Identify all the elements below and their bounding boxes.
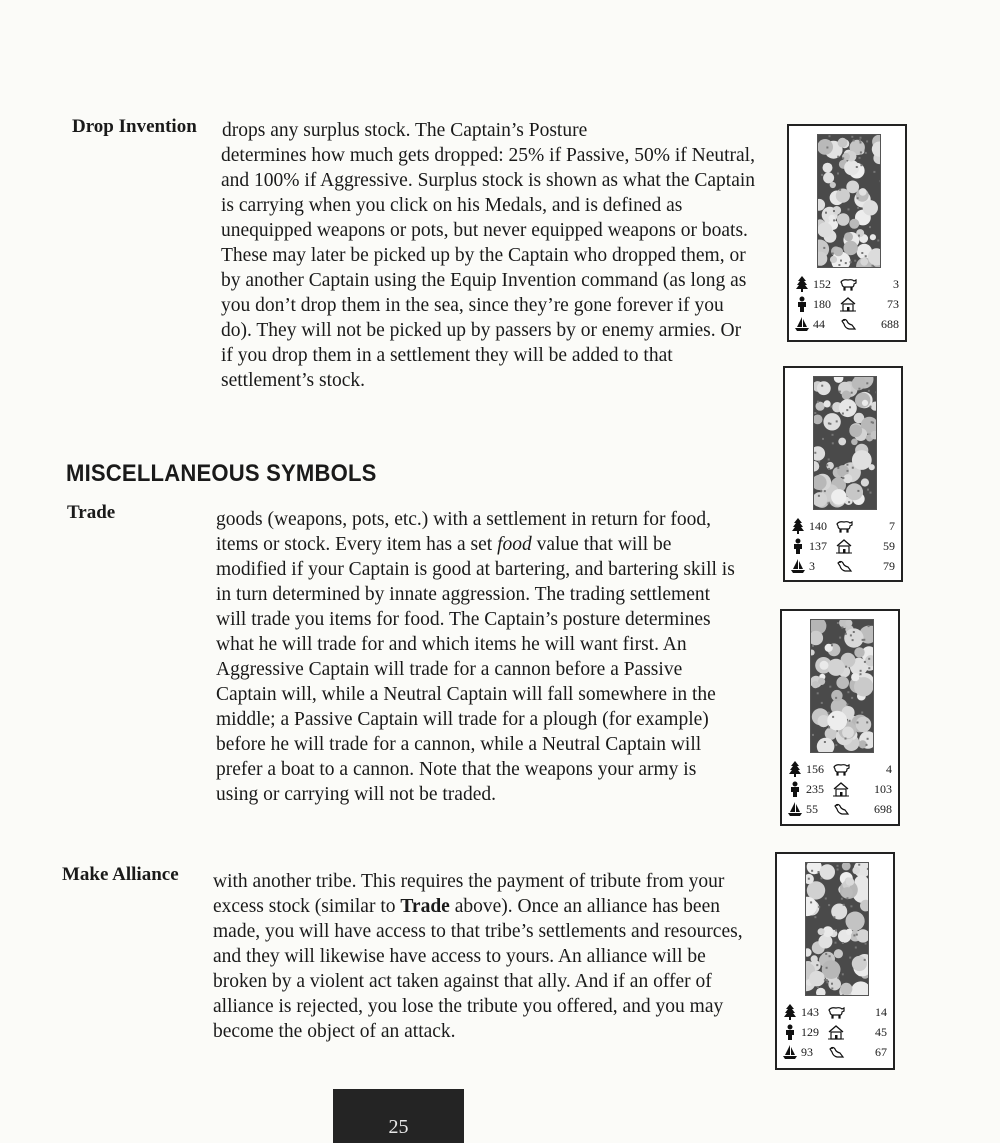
stat-value-left: 235 [806,782,824,796]
animal-icon [827,1004,845,1020]
stat-row [795,294,899,314]
stat-value-left: 180 [813,297,831,311]
boat-icon [791,558,805,574]
minimap [805,862,869,996]
stat-value-left: 44 [813,317,825,331]
drop-invention-text: determines how much gets dropped: 25% if Passive, 50% if Neutral, and 100% if Aggressive. Surplus stock is shown as what the Captain is carrying when you click on his Medals, and is defined as unequipped weapons or pots, but never equipped weapons or boats. These may later be picked up by the Captain who dropped them, or by another Captain using the Equip Invention command (as long as you don’t drop them in the sea, since they’re gone forever if you do). They will not be picked up by passers by or enemy armies. Or if you drop them in a settlement they will be added to that settlement’s stock. [221,145,756,391]
stat-row [791,556,895,576]
stat-value-left: 93 [801,1045,813,1059]
stat-value-left: 137 [809,539,827,553]
trade-text-part1: goods (weapons, pots, etc.) with a settlement in return for food, items or stock. Every item has a set [216,509,711,555]
panel-stats [783,1002,887,1062]
status-panel-3 [780,609,900,826]
stat-value-left: 3 [809,559,815,573]
stat-row [788,759,892,779]
person-icon [795,296,809,312]
animal-icon [839,276,857,292]
bird-icon [827,1044,845,1060]
alliance-text-part2: above). Once an alliance has been made, you will have access to that tribe’s settlements and resources, and they will likewise have access to yours. An alliance will be broken by a violent act taken against that ally. And if an offer of alliance is rejected, you lose the tribute you offered, and you may become the object of an attack. [213,896,743,1042]
stat-value-left: 140 [809,519,827,533]
status-panel-4 [775,852,895,1070]
house-icon [832,781,850,797]
stat-row [791,536,895,556]
stat-value-left: 55 [806,802,818,816]
boat-icon [795,316,809,332]
stat-value-left: 156 [806,762,824,776]
stat-row [795,274,899,294]
bird-icon [835,558,853,574]
stat-row [783,1022,887,1042]
stat-value-left: 129 [801,1025,819,1039]
person-icon [791,538,805,554]
boat-icon [783,1044,797,1060]
stat-value-right: 7 [889,519,895,533]
stat-value-right: 4 [886,762,892,776]
term-make-alliance: Make Alliance [62,864,179,885]
section-heading: MISCELLANEOUS SYMBOLS [66,460,377,487]
stat-row [795,314,899,334]
alliance-text [213,869,753,1044]
tree-icon [795,276,809,292]
tree-icon [791,518,805,534]
bird-icon [832,801,850,817]
house-icon [839,296,857,312]
trade-text-part2: value that will be modified if your Captain is good at bartering, and bartering skill is in turn determined by innate aggression. The trading settlement will trade you items for food. The Captain’s posture determines what he will trade for and which items he will want first. An Aggressive Captain will trade for a cannon before a Passive Captain will, while a Neutral Captain will fall somewhere in the middle; a Passive Captain will trade for a plough (for example) before he will trade for a cannon, while a Neutral Captain will prefer a boat to a cannon. Note that the weapons your army is using or carrying will not be traded. [216,534,735,805]
animal-icon [832,761,850,777]
stat-value-right: 67 [875,1045,887,1059]
stat-value-right: 73 [887,297,899,311]
person-icon [788,781,802,797]
boat-icon [788,801,802,817]
stat-value-right: 103 [874,782,892,796]
house-icon [827,1024,845,1040]
trade-text [216,507,738,807]
stat-value-right: 698 [874,802,892,816]
term-trade: Trade [67,502,116,523]
stat-value-right: 59 [883,539,895,553]
alliance-text-bold: Trade [400,896,450,917]
tree-icon [783,1004,797,1020]
stat-value-left: 152 [813,277,831,291]
stat-row [788,799,892,819]
panel-stats [788,759,892,819]
stat-row [783,1042,887,1062]
alliance-text-part1: with another tribe. This requires the payment of tribute from your excess stock (similar to [213,871,725,917]
status-panel-1 [787,124,907,342]
stat-value-left: 143 [801,1005,819,1019]
stat-value-right: 3 [893,277,899,291]
panel-stats [791,516,895,576]
term-drop-invention: Drop Invention [72,116,197,137]
drop-invention-first-line: drops any surplus stock. The Captain’s Posture [222,120,588,141]
animal-icon [835,518,853,534]
stat-row [783,1002,887,1022]
minimap [810,619,874,753]
house-icon [835,538,853,554]
stat-value-right: 45 [875,1025,887,1039]
trade-text-italic: food [497,534,532,555]
minimap [813,376,877,510]
stat-value-right: 79 [883,559,895,573]
person-icon [783,1024,797,1040]
bird-icon [839,316,857,332]
status-panel-2 [783,366,903,582]
stat-row [788,779,892,799]
tree-icon [788,761,802,777]
stat-row [791,516,895,536]
panel-stats [795,274,899,334]
minimap [817,134,881,268]
page-number: 25 [333,1089,464,1143]
stat-value-right: 14 [875,1005,887,1019]
stat-value-right: 688 [881,317,899,331]
